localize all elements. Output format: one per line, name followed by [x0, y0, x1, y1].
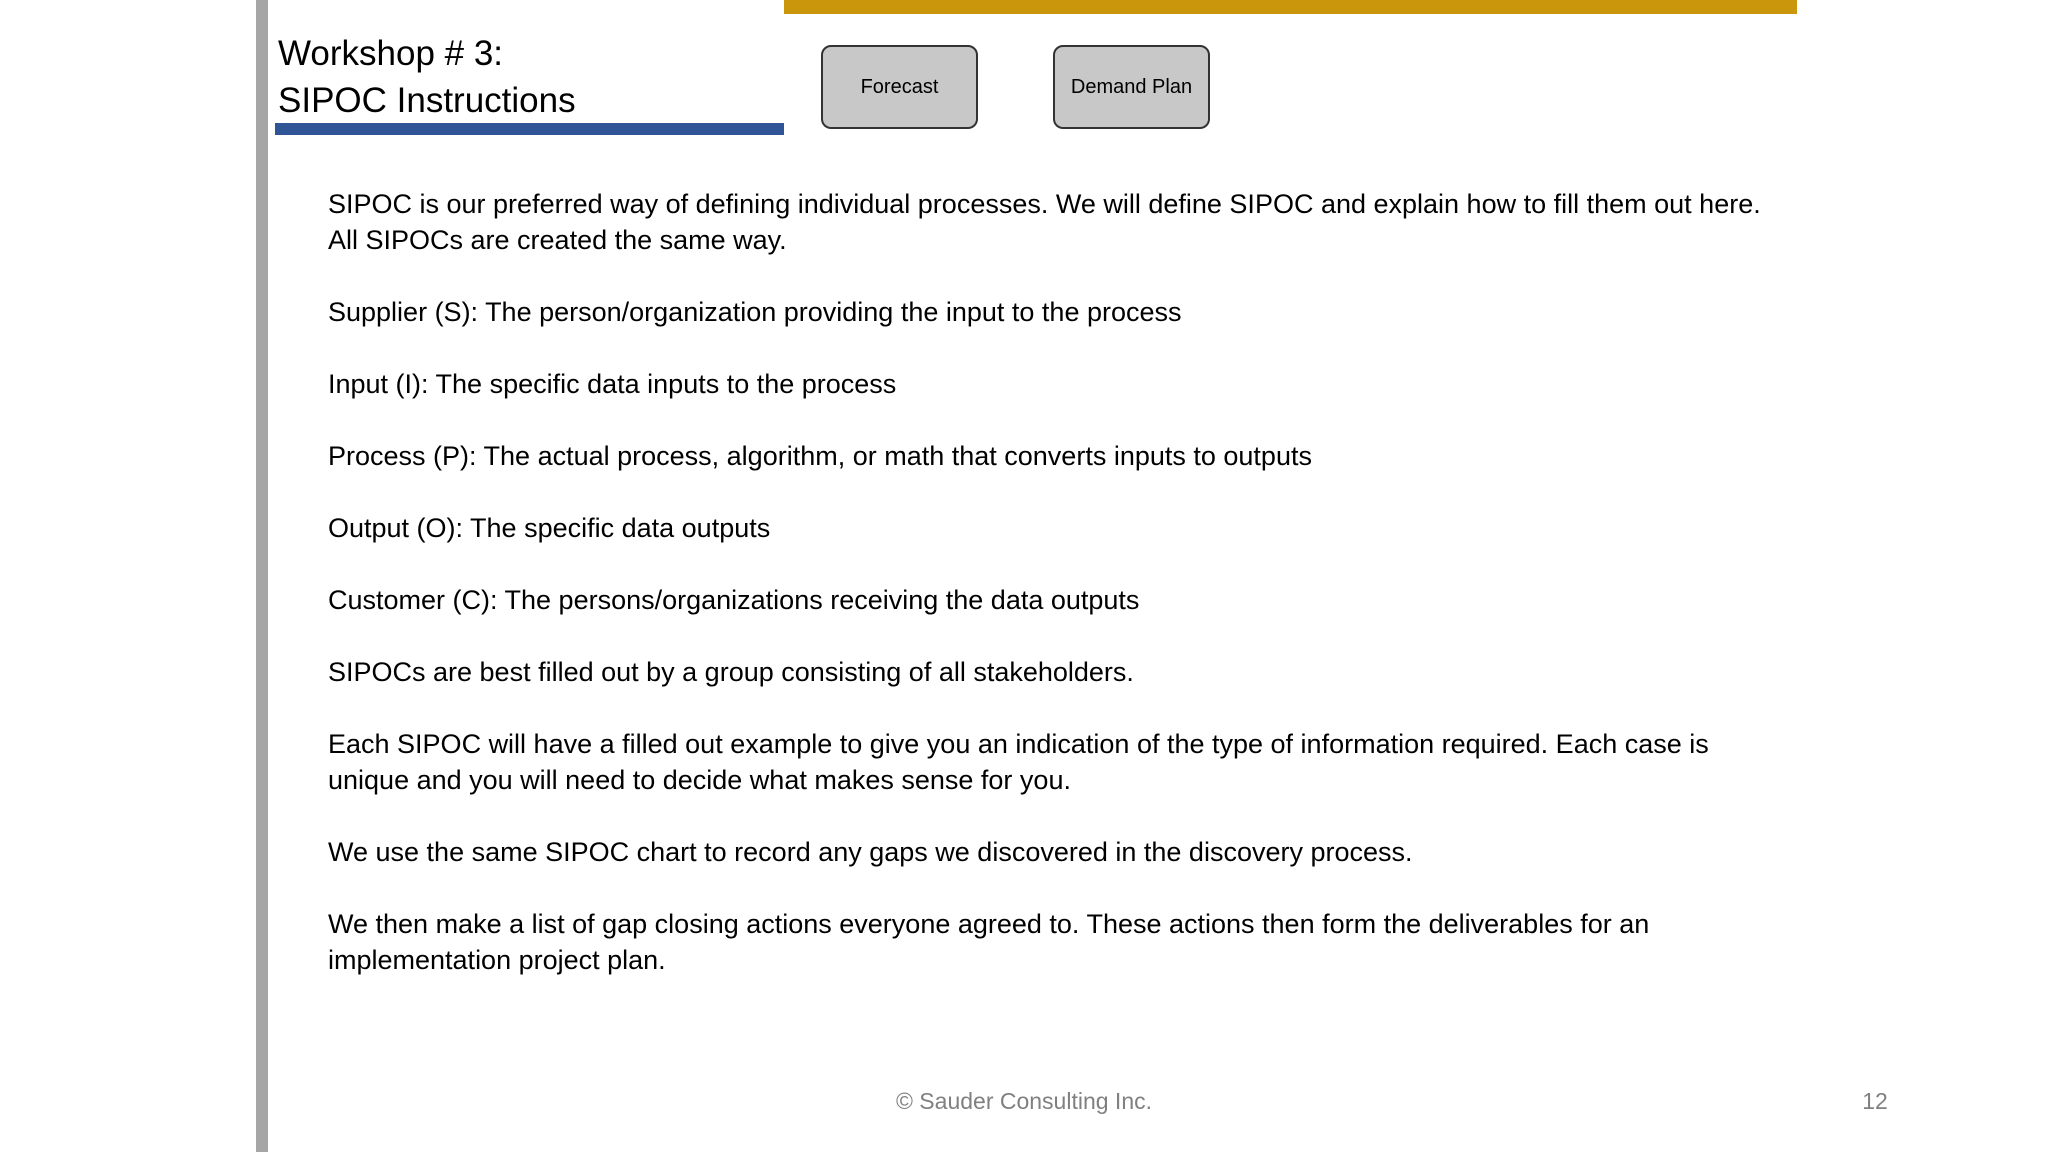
paragraph-gaps: We use the same SIPOC chart to record any gaps we discovered in the discovery process.: [328, 837, 1413, 867]
forecast-button-label: Forecast: [860, 75, 939, 98]
paragraph-input: Input (I): The specific data inputs to the process: [328, 369, 897, 399]
demand-plan-button[interactable]: [1053, 45, 1210, 129]
paragraph-example: Each SIPOC will have a filled out example to give you an indication of the type of information required. Each case is unique and you will need to decide what makes sense for you.: [328, 729, 1709, 795]
page-number: 12: [1862, 1088, 1888, 1114]
demand-plan-button-label: Demand Plan: [1070, 75, 1193, 98]
slide-title: [278, 30, 798, 124]
paragraph-customer: Customer (C): The persons/organizations receiving the data outputs: [328, 585, 1140, 615]
paragraph-stakeholders: SIPOCs are best filled out by a group consisting of all stakeholders.: [328, 657, 1134, 687]
forecast-button[interactable]: [821, 45, 978, 129]
title-underline: [275, 123, 784, 135]
paragraph-process: Process (P): The actual process, algorithm, or math that converts inputs to outputs: [328, 441, 1312, 471]
paragraph-output: Output (O): The specific data outputs: [328, 513, 771, 543]
left-accent-bar: [256, 0, 268, 1152]
sipoc-instructions-body: [328, 186, 1768, 1014]
slide-title-line-1: Workshop # 3:: [278, 34, 504, 73]
slide-title-line-2: SIPOC Instructions: [278, 81, 576, 120]
top-gold-bar: [784, 0, 1797, 14]
paragraph-actions: We then make a list of gap closing actions everyone agreed to. These actions then form the deliverables for an implementation project plan.: [328, 909, 1650, 975]
paragraph-intro: SIPOC is our preferred way of defining individual processes. We will define SIPOC and explain how to fill them out here. All SIPOCs are created the same way.: [328, 189, 1761, 255]
paragraph-supplier: Supplier (S): The person/organization providing the input to the process: [328, 297, 1182, 327]
footer-copyright: © Sauder Consulting Inc.: [895, 1088, 1153, 1114]
